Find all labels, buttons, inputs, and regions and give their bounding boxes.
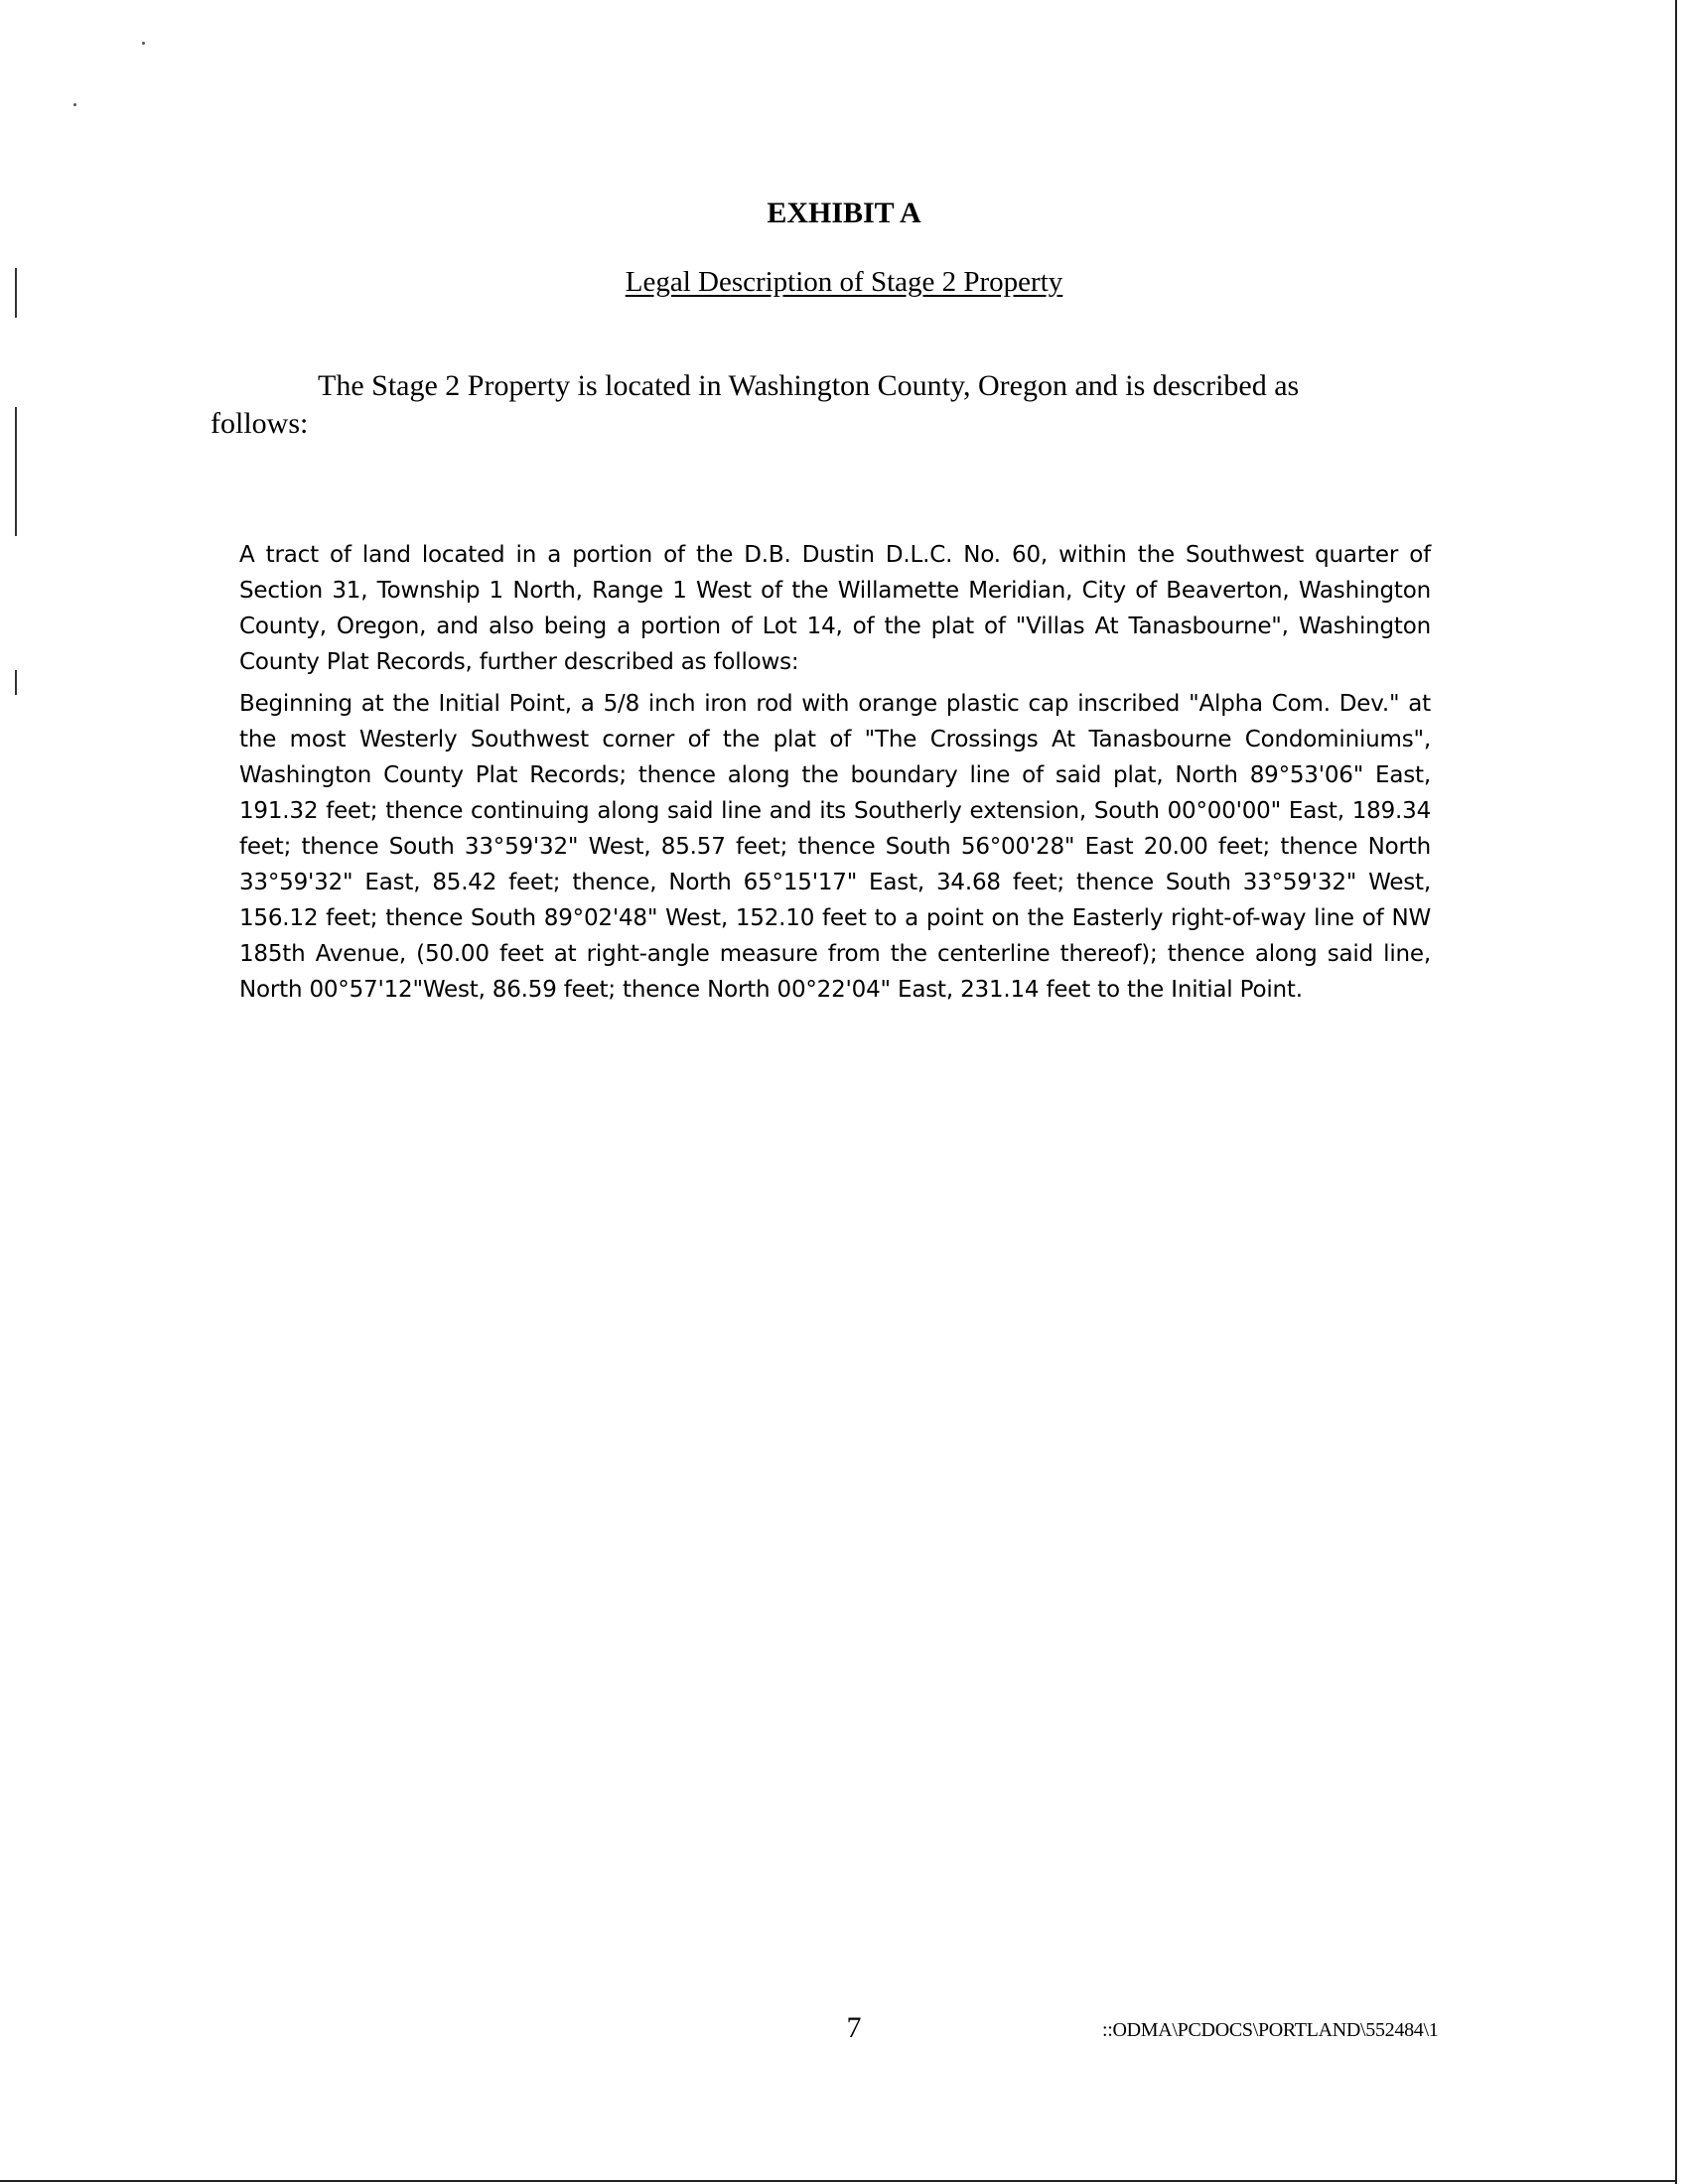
scan-speck <box>73 103 76 106</box>
scan-mark <box>15 407 17 536</box>
legal-description-paragraph: Beginning at the Initial Point, a 5/8 inch iron rod with orange plastic cap inscribed "Alpha Com. Dev." at the most Westerly Southwest corner of the plat of "The Crossings At Tanasbourne Condominiums", Washington County Plat Records; thence along the boundary line of said plat, North 89°53'06" East, 191.32 feet; thence continuing along said line and its Southerly extension, South 00°00'00" East, 189.34 feet; thence South 33°59'32" West, 85.57 feet; thence South 56°00'28" East 20.00 feet; thence North 33°59'32" East, 85.42 feet; thence, North 65°15'17" East, 34.68 feet; thence South 33°59'32" West, 156.12 feet; thence South 89°02'48" West, 152.10 feet to a point on the Easterly right-of-way line of NW 185th Avenue, (50.00 feet at right-angle measure from the centerline thereof); thence along said line, North 00°57'12"West, 86.59 feet; thence North 00°22'04" East, 231.14 feet to the Initial Point. <box>239 691 1431 1003</box>
page-border-bottom <box>0 2180 1677 2182</box>
intro-paragraph: The Stage 2 Property is located in Washington County, Oregon and is described as follows: <box>211 369 1300 440</box>
legal-description-paragraph: A tract of land located in a portion of the D.B. Dustin D.L.C. No. 60, within the Southwest quarter of Section 31, Township 1 North, Range 1 West of the Willamette Meridian, City of Beaverton, Washington County, Oregon, and also being a portion of Lot 14, of the plat of "Villas At Tanasbourne", Washington County Plat Records, further described as follows: <box>239 542 1431 675</box>
scan-speck <box>142 42 145 45</box>
page-subtitle: Legal Description of Stage 2 Property <box>625 266 1063 298</box>
scan-mark <box>15 670 17 695</box>
page-title: EXHIBIT A <box>767 197 921 229</box>
page-number: 7 <box>846 2011 862 2044</box>
document-id: ::ODMA\PCDOCS\PORTLAND\552484\1 <box>1102 2019 1439 2041</box>
page-border-right <box>1675 0 1677 2184</box>
